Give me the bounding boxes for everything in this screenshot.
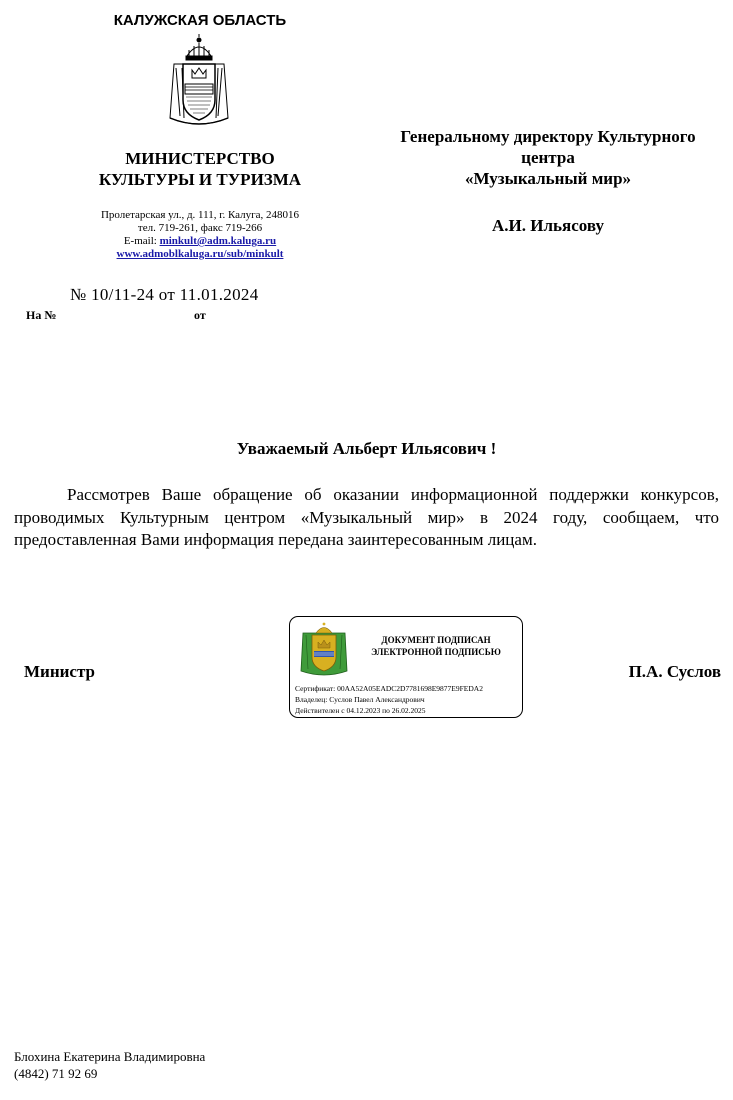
salutation: Уважаемый Альберт Ильясович !	[236, 439, 497, 458]
region-title: КАЛУЖСКАЯ ОБЛАСТЬ	[113, 12, 287, 29]
addressee-line3: «Музыкальный мир»	[464, 169, 632, 188]
addressee-line1: Генеральному директору Культурного	[400, 127, 696, 146]
ministry-name	[60, 148, 340, 190]
coat-of-arms-icon	[156, 34, 242, 128]
stamp-certificate: Сертификат: 00AA52A05EADC2D7781698E9877E9FEDA2	[295, 684, 483, 693]
contact-block	[60, 209, 340, 261]
letter-body: Рассмотрев Ваше обращение об оказании информационной поддержки конкурсов, проводимых Культурным центром «Музыкальный мир» в 2024 году, сообщаем, что предоставленная Вами информация передана заинтересованным лицам.	[14, 485, 719, 549]
website-line	[60, 248, 340, 261]
addressee-name: А.И. Ильясову	[492, 216, 604, 235]
signer-position: Министр	[24, 662, 95, 681]
signer-name: П.А. Суслов	[628, 662, 721, 681]
stamp-title-line1: ДОКУМЕНТ ПОДПИСАН	[381, 635, 491, 645]
in-reply-date-label: от	[194, 308, 206, 322]
executor-phone: (4842) 71 92 69	[14, 1066, 98, 1081]
address-line: Пролетарская ул., д. 111, г. Калуга, 248016	[100, 209, 300, 221]
executor-name: Блохина Екатерина Владимировна	[14, 1049, 206, 1064]
email-link[interactable]: minkult@adm.kaluga.ru	[159, 235, 277, 247]
ministry-name-line2: КУЛЬТУРЫ И ТУРИЗМА	[98, 170, 302, 189]
electronic-signature-stamp	[289, 616, 523, 718]
addressee-line2: центра	[521, 148, 575, 167]
ministry-name-line1: МИНИСТЕРСТВО	[125, 149, 275, 168]
registration-number: № 10/11-24 от 11.01.2024	[70, 285, 259, 304]
addressee-block	[368, 126, 728, 189]
stamp-owner: Владелец: Суслов Павел Александрович	[295, 695, 425, 704]
stamp-details	[295, 683, 521, 716]
stamp-title	[352, 634, 520, 658]
stamp-title-line2: ЭЛЕКТРОННОЙ ПОДПИСЬЮ	[371, 647, 501, 657]
phone-line: тел. 719-261, факс 719-266	[137, 222, 263, 234]
stamp-validity: Действителен с 04.12.2023 по 26.02.2025	[295, 706, 426, 715]
email-line	[60, 235, 340, 248]
kaluga-coat-of-arms-icon	[299, 621, 349, 677]
executor-block	[14, 1048, 205, 1082]
website-link[interactable]: www.admoblkaluga.ru/sub/minkult	[116, 248, 284, 260]
email-label: E-mail:	[123, 235, 160, 247]
in-reply-number-label: На №	[26, 308, 57, 322]
